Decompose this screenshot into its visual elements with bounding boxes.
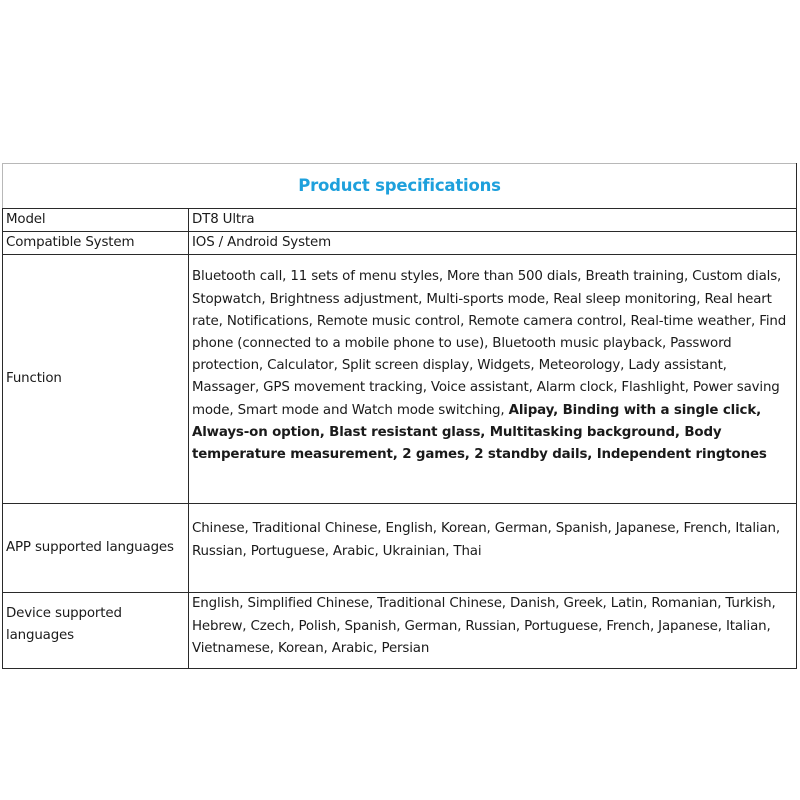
row-value: IOS / Android System xyxy=(189,232,797,255)
table-row-function xyxy=(3,255,797,504)
function-list-bold: Alipay, Binding with a single click, Always-on option, Blast resistant glass, Multitasking background, Body temperature measurement, 2 games, 2 standby dails, Independent ringtones xyxy=(192,402,767,463)
table-row-app-languages xyxy=(3,504,797,593)
product-spec-table xyxy=(2,163,797,669)
function-list-regular: Bluetooth call, 11 sets of menu styles, More than 500 dials, Breath training, Custom dials, Stopwatch, Brightness adjustment, Multi-sports mode, Real sleep monitoring, Real heart rate, Notifications, Remote music control, Remote camera control, Real-time weather, Find phone (connected to a mobile phone to use), Bluetooth music playback, Password protection, Calculator, Split screen display, Widgets, Meteorology, Lady assistant, Massager, GPS movement tracking, Voice assistant, Alarm clock, Flashlight, Power saving mode, Smart mode and Watch mode switching, xyxy=(192,269,787,418)
table-row-model xyxy=(3,209,797,232)
row-label: Compatible System xyxy=(3,232,189,255)
title-row xyxy=(3,164,797,209)
row-value: Chinese, Traditional Chinese, English, Korean, German, Spanish, Japanese, French, Italian, Russian, Portuguese, Arabic, Ukrainian, Thai xyxy=(189,504,797,593)
row-label: Function xyxy=(3,255,189,504)
row-value: English, Simplified Chinese, Traditional Chinese, Danish, Greek, Latin, Romanian, Turkish, Hebrew, Czech, Polish, Spanish, German, Russian, Portuguese, French, Japanese, Italian, Vietnamese, Korean, Arabic, Persian xyxy=(189,593,797,669)
row-label: Model xyxy=(3,209,189,232)
table-row-device-languages xyxy=(3,593,797,669)
row-label: APP supported languages xyxy=(3,504,189,593)
row-value: DT8 Ultra xyxy=(189,209,797,232)
table-title: Product specifications xyxy=(298,175,501,195)
row-label: Device supported languages xyxy=(3,593,189,669)
table-row-compatible-system xyxy=(3,232,797,255)
title-cell xyxy=(3,164,797,209)
row-value xyxy=(189,255,797,504)
